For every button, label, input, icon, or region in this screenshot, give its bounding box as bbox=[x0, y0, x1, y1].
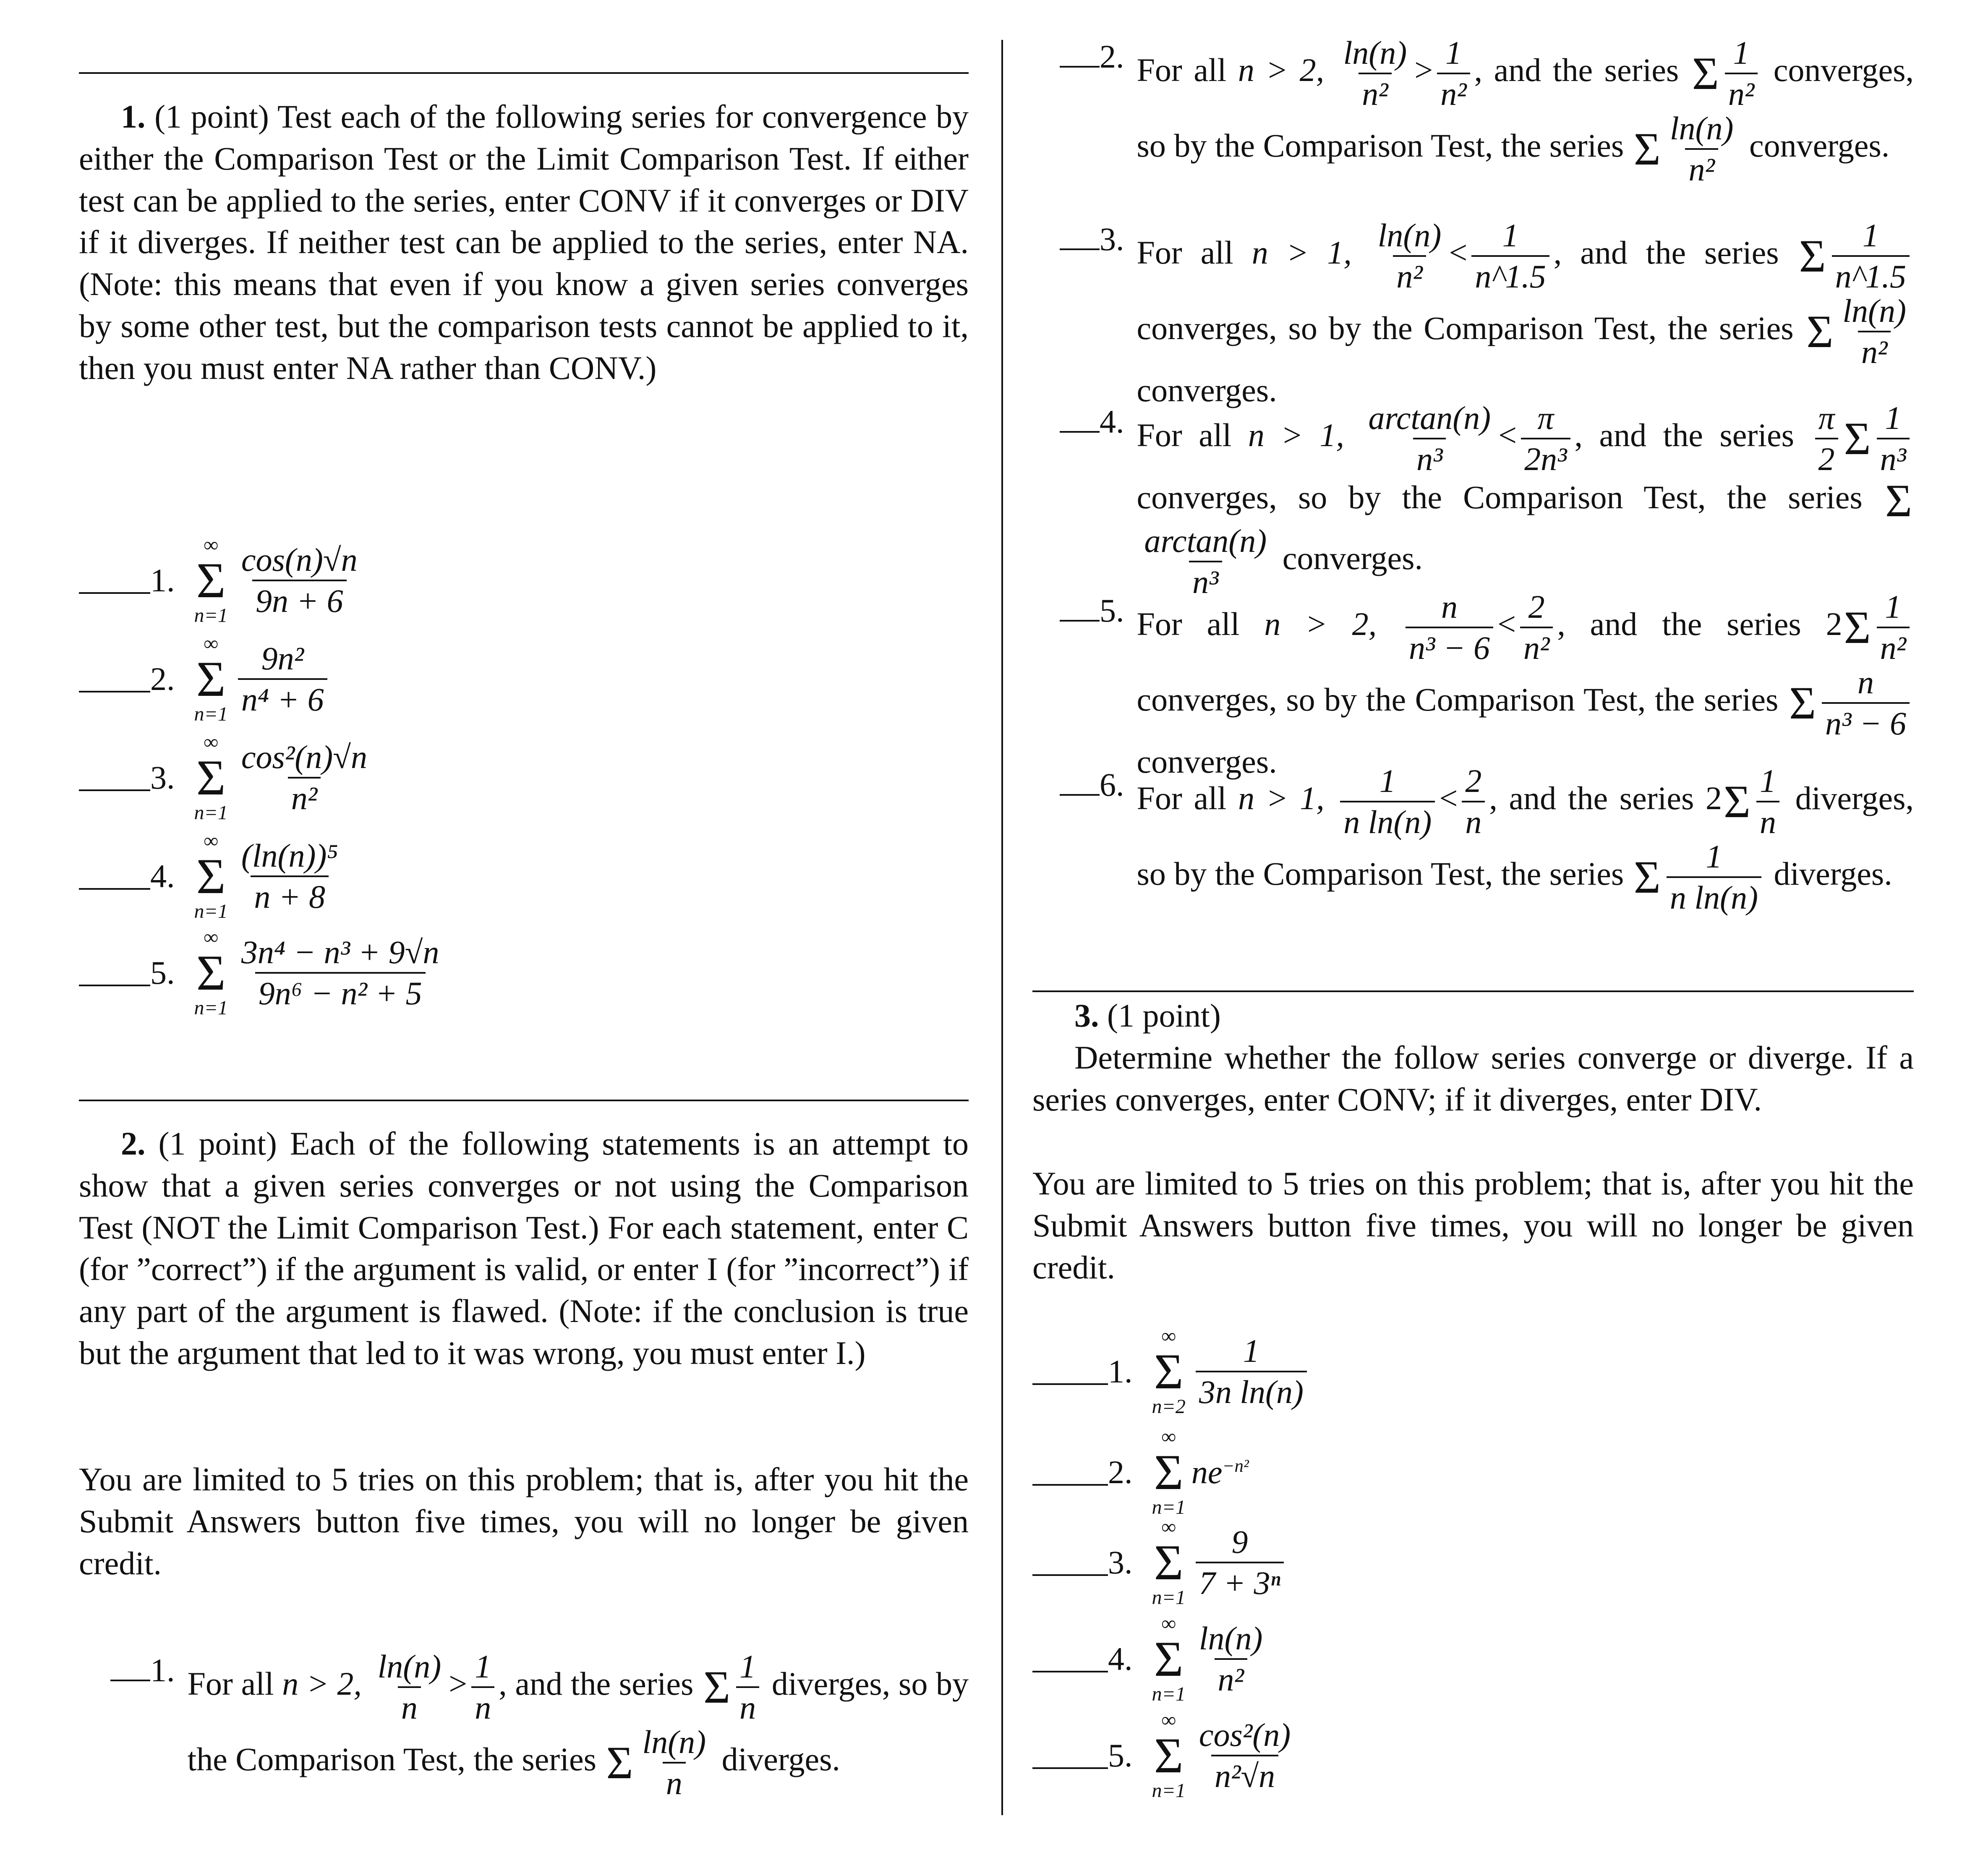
answer-blank[interactable] bbox=[1060, 41, 1100, 68]
summation-upper: ∞ bbox=[204, 830, 218, 852]
compare-series-fraction bbox=[1832, 218, 1910, 294]
statement-verb: diverges, bbox=[771, 1665, 891, 1702]
fraction-denominator: 2n³ bbox=[1521, 438, 1570, 476]
series-fraction bbox=[1196, 1621, 1266, 1697]
lhs-fraction bbox=[1374, 218, 1445, 294]
statement-row bbox=[1060, 36, 1914, 187]
fraction-numerator: ln(n) bbox=[1343, 34, 1407, 71]
summation-lower: n=1 bbox=[194, 802, 228, 824]
fraction-numerator: ln(n) bbox=[1199, 1620, 1263, 1657]
statement-body bbox=[1137, 401, 1914, 599]
statement-number: 2. bbox=[1100, 38, 1124, 75]
problem3-number: 3. bbox=[1074, 997, 1099, 1034]
summation-lower: n=1 bbox=[1152, 1496, 1186, 1518]
summation bbox=[1152, 1614, 1186, 1704]
problem2-limit bbox=[79, 1458, 969, 1584]
series-fraction bbox=[238, 543, 361, 618]
summation-upper: ∞ bbox=[204, 926, 218, 948]
fraction-denominator: n² bbox=[1520, 627, 1553, 665]
sigma-symbol: Σ bbox=[703, 1661, 731, 1713]
statement-conclusion: diverges. bbox=[1774, 855, 1892, 892]
problem1-item bbox=[79, 732, 969, 823]
summation-lower: n=2 bbox=[1152, 1395, 1186, 1418]
conclusion-series-fraction bbox=[1839, 294, 1910, 369]
summation-upper: ∞ bbox=[1161, 1709, 1176, 1731]
lhs-fraction bbox=[1340, 36, 1411, 111]
statement-verb: diverges, so by the Comparison Test, the series bbox=[1137, 779, 1914, 892]
fraction-denominator: n²√n bbox=[1211, 1755, 1278, 1793]
fraction-denominator: n³ bbox=[1413, 438, 1446, 476]
series-fraction bbox=[238, 935, 443, 1011]
fraction-numerator: ln(n) bbox=[642, 1723, 706, 1760]
sigma-symbol: Σ bbox=[1723, 776, 1751, 827]
answer-blank[interactable] bbox=[1032, 1742, 1108, 1769]
answer-blank[interactable] bbox=[1032, 1459, 1108, 1486]
comparison-operator: < bbox=[1449, 234, 1468, 271]
problem1-text: (1 point) Test each of the following series for convergence by either the Comparison Test or the Limit Comparison Test. If either test can be applied to the series, enter CONV if it converges or DIV if it diverges. If neither test can be applied to the series, enter NA. (Note: this means that even if you know a given series converges by some other test, but the comparison tests cannot be applied to it, then you must enter NA rather than CONV.) bbox=[79, 98, 969, 386]
sigma-symbol: Σ bbox=[1692, 47, 1719, 99]
statement-label bbox=[1060, 218, 1137, 260]
statement-label bbox=[1060, 590, 1137, 632]
statement-lead: For all bbox=[1137, 605, 1240, 642]
statement-mid: , and the series bbox=[1574, 416, 1795, 453]
summation-lower: n=1 bbox=[1152, 1683, 1186, 1705]
problem3-points: (1 point) bbox=[1107, 997, 1221, 1034]
statement-conclusion: diverges. bbox=[721, 1740, 840, 1777]
problem3-limit bbox=[1032, 1163, 1914, 1288]
fraction-denominator: n bbox=[398, 1686, 421, 1725]
fraction-denominator: 9n + 6 bbox=[252, 580, 347, 618]
answer-blank[interactable] bbox=[1032, 1549, 1108, 1576]
statement-label bbox=[110, 1649, 188, 1691]
summation bbox=[194, 928, 228, 1018]
answer-blank[interactable] bbox=[1060, 595, 1100, 622]
problem2-statement-item bbox=[1060, 401, 1914, 599]
sigma-symbol: Σ bbox=[1154, 1727, 1184, 1783]
sigma-symbol: Σ bbox=[1154, 1444, 1184, 1500]
fraction-denominator: n^1.5 bbox=[1471, 255, 1549, 294]
fraction-denominator: n² bbox=[1685, 148, 1718, 187]
statement-verb: converges, so by the Comparison Test, the series bbox=[1137, 51, 1914, 164]
problem1-item bbox=[79, 634, 969, 724]
fraction-denominator: n ln(n) bbox=[1667, 876, 1761, 915]
answer-blank[interactable] bbox=[79, 567, 150, 594]
summation bbox=[1152, 1710, 1186, 1801]
fraction-numerator: 1 bbox=[1760, 763, 1777, 799]
statement-row bbox=[1060, 218, 1914, 411]
fraction-denominator: 7 + 3ⁿ bbox=[1196, 1562, 1284, 1600]
fraction-denominator: n^1.5 bbox=[1832, 255, 1910, 294]
fraction-numerator: ln(n) bbox=[377, 1648, 442, 1685]
series-exponent: −n² bbox=[1222, 1456, 1249, 1476]
problem3-limit-text: You are limited to 5 tries on this problem; that is, after you hit the Submit Answers button five times, you will no longer be given credit. bbox=[1032, 1165, 1914, 1286]
sigma-symbol: Σ bbox=[196, 552, 226, 608]
statement-number: 5. bbox=[1100, 592, 1124, 629]
rhs-fraction bbox=[1521, 401, 1570, 476]
sigma-symbol: Σ bbox=[1806, 306, 1834, 357]
compare-series-fraction bbox=[1725, 36, 1758, 111]
comparison-operator: > bbox=[449, 1665, 468, 1702]
problem3-item bbox=[1032, 1614, 1914, 1704]
fraction-numerator: (ln(n))⁵ bbox=[241, 837, 338, 874]
series-fraction bbox=[238, 839, 342, 914]
fraction-denominator: 2 bbox=[1815, 438, 1838, 476]
series-fraction bbox=[1196, 1334, 1307, 1409]
fraction-numerator: 1 bbox=[475, 1648, 491, 1685]
statement-mid: , and the series bbox=[1557, 605, 1801, 642]
fraction-numerator: 1 bbox=[1885, 400, 1902, 436]
conclusion-series-fraction bbox=[1141, 524, 1270, 599]
sigma-symbol: Σ bbox=[1154, 1534, 1184, 1590]
item-label: 5. bbox=[1108, 1737, 1133, 1774]
fraction-numerator: 1 bbox=[1885, 588, 1902, 625]
sigma-symbol: Σ bbox=[196, 848, 226, 904]
statement-conclusion: converges. bbox=[1137, 743, 1277, 780]
series-fraction bbox=[238, 740, 371, 815]
statement-body bbox=[1137, 218, 1914, 411]
comparison-operator: < bbox=[1498, 416, 1517, 453]
fraction-numerator: ln(n) bbox=[1842, 292, 1906, 329]
fraction-numerator: 2 bbox=[1465, 763, 1482, 799]
statement-row bbox=[1060, 590, 1914, 782]
statement-lead: For all bbox=[1137, 51, 1227, 88]
fraction-denominator: n² bbox=[1725, 73, 1758, 111]
problem3-item bbox=[1032, 1710, 1914, 1801]
statement-condition: n > 1, bbox=[1251, 234, 1352, 271]
series-term: ne bbox=[1191, 1454, 1223, 1491]
sigma-symbol: Σ bbox=[1633, 123, 1661, 175]
summation-upper: ∞ bbox=[204, 632, 218, 655]
fraction-denominator: n³ − 6 bbox=[1406, 627, 1493, 665]
statement-lead: For all bbox=[1137, 779, 1227, 816]
fraction-numerator: 1 bbox=[739, 1648, 756, 1685]
item-label: 4. bbox=[1108, 1641, 1133, 1677]
answer-blank[interactable] bbox=[1060, 769, 1100, 796]
sigma-symbol: Σ bbox=[1789, 677, 1816, 729]
series-coefficient bbox=[1815, 401, 1838, 476]
summation-upper: ∞ bbox=[1161, 1426, 1176, 1448]
sigma-symbol: Σ bbox=[606, 1737, 633, 1788]
conclusion-series-fraction bbox=[639, 1725, 709, 1800]
sigma-symbol: Σ bbox=[1799, 230, 1826, 282]
conclusion-series-fraction bbox=[1667, 839, 1761, 915]
fraction-denominator: n bbox=[736, 1686, 759, 1725]
fraction-denominator: n³ bbox=[1189, 561, 1222, 599]
problem3-text: Determine whether the follow series converge or diverge. If a series converges, enter CONV; if it diverges, enter DIV. bbox=[1032, 1039, 1914, 1118]
problem1-rule bbox=[79, 72, 969, 74]
statement-row bbox=[1060, 764, 1914, 915]
statement-number: 4. bbox=[1100, 403, 1124, 440]
statement-verb: converges, so by the Comparison Test, the series bbox=[1137, 478, 1863, 515]
summation bbox=[194, 831, 228, 922]
statement-lead: For all bbox=[1137, 416, 1232, 453]
item-label: 3. bbox=[1108, 1544, 1133, 1581]
summation-upper: ∞ bbox=[1161, 1325, 1176, 1347]
answer-blank[interactable] bbox=[1060, 406, 1100, 433]
fraction-numerator: 1 bbox=[1706, 838, 1722, 875]
rhs-fraction bbox=[1520, 590, 1553, 665]
fraction-denominator: n bbox=[663, 1762, 686, 1800]
fraction-numerator: 1 bbox=[1445, 34, 1462, 71]
statement-label bbox=[1060, 36, 1137, 78]
fraction-denominator: n² bbox=[1359, 73, 1391, 111]
statement-number: 6. bbox=[1100, 766, 1124, 803]
rhs-fraction bbox=[1471, 218, 1549, 294]
problem2-statement-item bbox=[1060, 218, 1914, 411]
fraction-numerator: 2 bbox=[1528, 588, 1545, 625]
problem2-statement-item bbox=[1060, 36, 1914, 187]
fraction-numerator: 1 bbox=[1379, 763, 1396, 799]
sigma-symbol: Σ bbox=[1844, 601, 1871, 653]
statement-conclusion: converges. bbox=[1282, 539, 1423, 576]
summation bbox=[1152, 1427, 1186, 1518]
sigma-symbol: Σ bbox=[1633, 851, 1661, 903]
sigma-symbol: Σ bbox=[196, 750, 226, 805]
conclusion-series-fraction bbox=[1822, 665, 1910, 741]
item-label: 5. bbox=[150, 954, 175, 991]
series-fraction bbox=[238, 641, 327, 717]
answer-blank[interactable] bbox=[79, 863, 150, 890]
statement-mid: , and the series bbox=[1474, 51, 1679, 88]
statement-conclusion: converges. bbox=[1749, 127, 1890, 164]
lhs-fraction bbox=[1406, 590, 1493, 665]
problem3-item bbox=[1032, 1427, 1914, 1518]
fraction-numerator: ln(n) bbox=[1669, 110, 1734, 146]
rhs-fraction bbox=[1462, 764, 1485, 839]
problem1-item bbox=[79, 831, 969, 922]
statement-condition: n > 1, bbox=[1248, 416, 1344, 453]
summation-upper: ∞ bbox=[1161, 1612, 1176, 1635]
problem2-statement bbox=[79, 1123, 969, 1374]
summation-lower: n=1 bbox=[194, 900, 228, 922]
summation bbox=[194, 732, 228, 823]
answer-blank[interactable] bbox=[79, 764, 150, 791]
statement-lead: For all bbox=[187, 1665, 274, 1702]
statement-label bbox=[1060, 764, 1137, 806]
statement-condition: n > 2, bbox=[1264, 605, 1377, 642]
statement-mid: , and the series bbox=[1553, 234, 1779, 271]
problem1-item bbox=[79, 928, 969, 1018]
problem2-statement-item bbox=[1060, 764, 1914, 915]
item-label: 2. bbox=[1108, 1454, 1133, 1491]
comparison-operator: < bbox=[1497, 605, 1516, 642]
problem1-statement bbox=[79, 96, 969, 389]
problem1-item bbox=[79, 535, 969, 626]
statement-body bbox=[188, 1649, 969, 1800]
item-label: 1. bbox=[150, 562, 175, 599]
statement-mid: , and the series bbox=[1489, 779, 1694, 816]
summation bbox=[1152, 1517, 1186, 1608]
problem1-number: 1. bbox=[121, 98, 146, 135]
answer-blank[interactable] bbox=[1060, 223, 1100, 250]
rhs-fraction bbox=[471, 1649, 494, 1725]
lhs-fraction bbox=[374, 1649, 445, 1725]
rhs-fraction bbox=[1437, 36, 1470, 111]
problem3-statement bbox=[1032, 995, 1914, 1120]
sigma-symbol: Σ bbox=[1885, 475, 1912, 526]
answer-blank[interactable] bbox=[1032, 1358, 1108, 1385]
statement-label bbox=[1060, 401, 1137, 443]
statement-condition: n > 1, bbox=[1238, 779, 1325, 816]
summation-lower: n=1 bbox=[194, 604, 228, 627]
summation-upper: ∞ bbox=[204, 534, 218, 556]
problem3-item bbox=[1032, 1326, 1914, 1417]
fraction-denominator: n bbox=[471, 1686, 494, 1725]
fraction-numerator: cos²(n) bbox=[1199, 1717, 1291, 1753]
problem3-rule bbox=[1032, 990, 1914, 992]
statement-number: 3. bbox=[1100, 221, 1124, 257]
fraction-numerator: 3n⁴ − n³ + 9√n bbox=[241, 934, 439, 971]
fraction-numerator: 1 bbox=[1502, 217, 1519, 253]
answer-blank[interactable] bbox=[79, 959, 150, 986]
fraction-denominator: n² bbox=[1215, 1658, 1247, 1697]
statement-verb: converges, so by the Comparison Test, the series bbox=[1137, 681, 1779, 718]
series-fraction bbox=[1196, 1718, 1294, 1793]
item-label: 2. bbox=[150, 661, 175, 698]
summation-upper: ∞ bbox=[204, 731, 218, 753]
lhs-fraction bbox=[1365, 401, 1494, 476]
compare-series-fraction bbox=[736, 1649, 759, 1725]
answer-blank[interactable] bbox=[1032, 1646, 1108, 1672]
statement-verb: converges, so by the Comparison Test, the series bbox=[1137, 309, 1794, 346]
summation-lower: n=1 bbox=[194, 703, 228, 725]
fraction-denominator: n² bbox=[288, 777, 321, 815]
conclusion-series-fraction bbox=[1667, 111, 1737, 187]
statement-body bbox=[1137, 764, 1914, 915]
sigma-symbol: Σ bbox=[1844, 413, 1871, 464]
problem2-number: 2. bbox=[121, 1125, 146, 1162]
column-divider bbox=[1001, 40, 1003, 1815]
statement-number: 1. bbox=[150, 1652, 175, 1688]
statement-body bbox=[1137, 590, 1914, 782]
sigma-symbol: Σ bbox=[196, 945, 226, 1001]
problem3-item bbox=[1032, 1517, 1914, 1608]
statement-body bbox=[1137, 36, 1914, 187]
problem2-limit-text: You are limited to 5 tries on this problem; that is, after you hit the Submit Answers button five times, you will no longer be given credit. bbox=[79, 1461, 969, 1581]
fraction-denominator: n bbox=[1756, 801, 1779, 839]
series-expression bbox=[1191, 1451, 1249, 1493]
fraction-numerator: cos(n)√n bbox=[241, 541, 358, 578]
fraction-denominator: n² bbox=[1437, 73, 1470, 111]
summation bbox=[194, 535, 228, 626]
sigma-symbol: Σ bbox=[1154, 1343, 1184, 1399]
compare-series-fraction bbox=[1756, 764, 1779, 839]
fraction-denominator: n³ bbox=[1877, 438, 1910, 476]
compare-series-fraction bbox=[1877, 590, 1910, 665]
series-fraction bbox=[1196, 1525, 1284, 1600]
fraction-denominator: n⁴ + 6 bbox=[238, 678, 327, 717]
statement-lead: For all bbox=[1137, 234, 1233, 271]
item-label: 4. bbox=[150, 858, 175, 895]
fraction-denominator: n² bbox=[1877, 627, 1910, 665]
fraction-numerator: π bbox=[1818, 400, 1835, 436]
summation bbox=[194, 634, 228, 724]
fraction-numerator: 1 bbox=[1862, 217, 1879, 253]
series-coefficient: 2 bbox=[1826, 605, 1842, 642]
compare-series-fraction bbox=[1877, 401, 1910, 476]
problem2-rule bbox=[79, 1100, 969, 1101]
fraction-numerator: arctan(n) bbox=[1368, 400, 1491, 436]
lhs-fraction bbox=[1340, 764, 1435, 839]
series-coefficient: 2 bbox=[1705, 779, 1722, 816]
fraction-numerator: 1 bbox=[1733, 34, 1750, 71]
summation-lower: n=1 bbox=[1152, 1586, 1186, 1609]
statement-row bbox=[110, 1649, 969, 1800]
problem2-statement-item bbox=[110, 1649, 969, 1800]
item-label: 3. bbox=[150, 759, 175, 796]
sigma-symbol: Σ bbox=[196, 651, 226, 707]
statement-row bbox=[1060, 401, 1914, 599]
fraction-numerator: ln(n) bbox=[1377, 217, 1442, 253]
statement-condition: n > 2, bbox=[282, 1665, 362, 1702]
fraction-denominator: n³ − 6 bbox=[1822, 702, 1910, 741]
summation-upper: ∞ bbox=[1161, 1516, 1176, 1538]
comparison-operator: > bbox=[1414, 51, 1433, 88]
fraction-denominator: n ln(n) bbox=[1340, 801, 1435, 839]
fraction-numerator: 9 bbox=[1231, 1523, 1248, 1560]
fraction-numerator: 9n² bbox=[261, 640, 304, 677]
comparison-operator: < bbox=[1439, 779, 1458, 816]
item-label: 1. bbox=[1108, 1353, 1133, 1390]
fraction-denominator: n² bbox=[1393, 255, 1426, 294]
statement-condition: n > 2, bbox=[1238, 51, 1325, 88]
answer-blank[interactable] bbox=[110, 1654, 150, 1681]
fraction-denominator: n bbox=[1462, 801, 1485, 839]
fraction-denominator: 3n ln(n) bbox=[1196, 1371, 1307, 1409]
fraction-numerator: arctan(n) bbox=[1144, 522, 1267, 559]
statement-mid: , and the series bbox=[499, 1665, 694, 1702]
fraction-numerator: π bbox=[1537, 400, 1554, 436]
answer-blank[interactable] bbox=[79, 666, 150, 692]
statement-conclusion: converges. bbox=[1137, 371, 1277, 408]
problem2-statement-item bbox=[1060, 590, 1914, 782]
summation-lower: n=1 bbox=[194, 997, 228, 1019]
fraction-numerator: cos²(n)√n bbox=[241, 739, 368, 776]
sigma-symbol: Σ bbox=[1154, 1631, 1184, 1687]
fraction-numerator: 1 bbox=[1243, 1333, 1259, 1369]
fraction-denominator: n² bbox=[1858, 331, 1891, 369]
statement-tail: so by the Comparison Test, the series bbox=[187, 1665, 969, 1777]
summation-lower: n=1 bbox=[1152, 1779, 1186, 1802]
summation bbox=[1152, 1326, 1186, 1417]
fraction-numerator: n bbox=[1441, 588, 1458, 625]
problem2-text: (1 point) Each of the following statements is an attempt to show that a given series converges or not using the Comparison Test (NOT the Limit Comparison Test.) For each statement, enter C (for ”correct”) if the argument is valid, or enter I (for ”incorrect”) if any part of the argument is flawed. (Note: if the conclusion is true but the argument that led to it was wrong, you must enter I.) bbox=[79, 1125, 969, 1372]
fraction-numerator: n bbox=[1857, 664, 1874, 700]
fraction-denominator: 9n⁶ − n² + 5 bbox=[255, 972, 426, 1011]
fraction-denominator: n + 8 bbox=[251, 875, 329, 914]
